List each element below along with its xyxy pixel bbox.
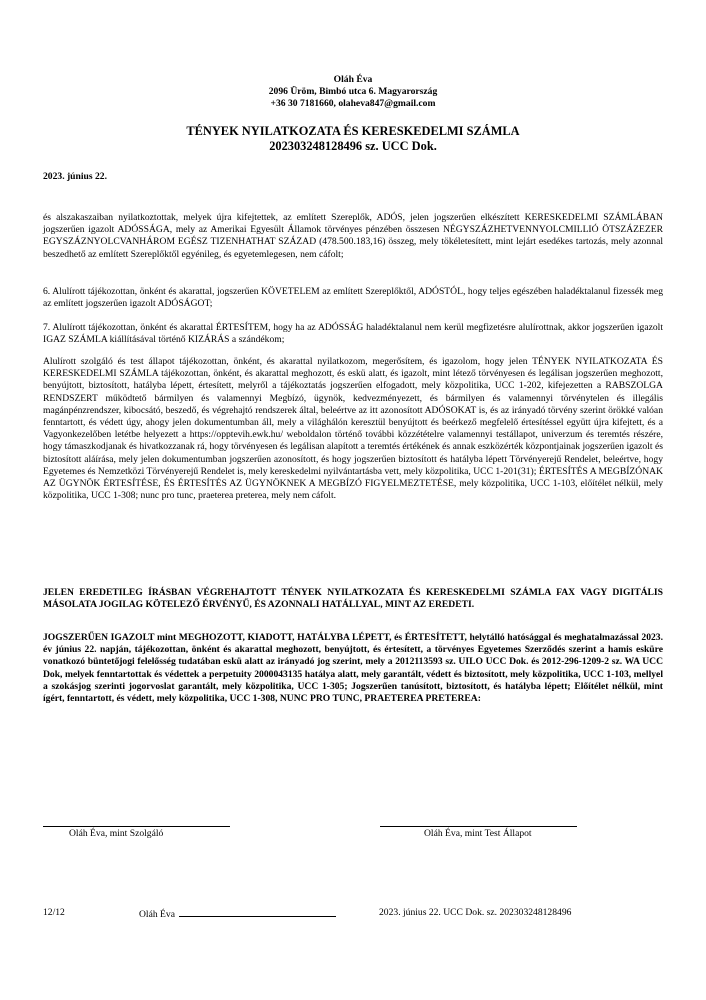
sender-address: 2096 Üröm, Bimbó utca 6. Magyarország [268, 86, 438, 97]
paragraph-certification: JOGSZERŰEN IGAZOLT mint MEGHOZOTT, KIADOTT, HATÁLYBA LÉPETT, és ÉRTESÍTETT, helytálló hatósággal és meghatalmazással 2023. év június 22. napján, tájékozottan, önként és akarattal meghozott, benyújtott, és értesített, a törvényes Egyetemes Szerződés szerint a hamis esküre vonatkozó büntetőjogi felelősség tudatában eskü alatt az irányadó jog szerint, mely a 2012113593 sz. UILO UCC Dok. és 2012-296-1209-2 sz. WA UCC Dok, melyek fenntartottak és védettek a perpetuity 2000043135 hatálya alatt, mely garantált, védett és biztosított, mely közpolitika, UCC 1-103, mellyel a szokásjog szerinti jogorvoslat garantált, mely közpolitika, UCC 1-305; Jogszerűen tanúsított, biztosított, és hatályba lépett; Előítélet nélkül, mint ígért, fenntartott, és védett, mely közpolitika, UCC 1-308, NUNC PRO TUNC, PRAETEREA PRETEREA: [43, 632, 663, 705]
paragraph-notice: 7. Alulírott tájékozottan, önként és akarattal ÉRTESÍTEM, hogy ha az ADÓSSÁG haladéktalanul nem kerül megfizetésre alulírottnak, akkor jogszerűen igazolt IGAZ SZÁMLA kiállításával történő KIZÁRÁS a szándékom; [43, 322, 663, 346]
sender-name: Oláh Éva [333, 74, 373, 85]
signature-line-right [380, 826, 577, 827]
footer-name: Oláh Éva [139, 909, 175, 920]
paragraph-copy-validity: JELEN EREDETILEG ÍRÁSBAN VÉGREHAJTOTT TÉNYEK NYILATKOZATA ÉS KERESKEDELMI SZÁMLA FAX VAGY DIGITÁLIS MÁSOLATA JOGILAG KÖTELEZŐ ÉRVÉNYŰ, ÉS AZONNALI HATÁLLYAL, MINT AZ EREDETI. [43, 587, 663, 611]
document-date: 2023. június 22. [43, 171, 107, 182]
paragraph-demand: 6. Alulírott tájékozottan, önként és akarattal, jogszerűen KÖVETELEM az említett Szereplőktől, ADÓSTÓL, hogy teljes egészében haladéktalanul fizessék meg az említett jogszerűen igazolt ADÓSÁGOT; [43, 286, 663, 310]
footer-document-reference: 2023. június 22. UCC Dok. sz. 202303248128496 [379, 907, 572, 918]
page-number: 12/12 [43, 907, 65, 918]
footer-signature-line [179, 907, 336, 917]
sender-contact: +36 30 7181660, olaheva847@gmail.com [270, 98, 436, 109]
signature-line-left [43, 826, 230, 827]
signature-label-right: Oláh Éva, mint Test Állapot [424, 828, 532, 839]
document-title: TÉNYEK NYILATKOZATA ÉS KERESKEDELMI SZÁMLA [186, 124, 520, 138]
signature-label-left: Oláh Éva, mint Szolgáló [69, 828, 164, 839]
footer-name-field [139, 907, 336, 921]
paragraph-declaration: Alulírott szolgáló és test állapot tájékozottan, önként, és akarattal nyilatkozom, megerősítem, és igazolom, hogy jelen TÉNYEK NYILATKOZATA ÉS KERESKEDELMI SZÁMLA tájékozottan, önként, és akarattal meghozott, és eskü alatt, és igazolt, mint létező törvényesen és legálisan jogszerűen meghozott, benyújtott, biztosított, hatályba lépett, értesített, melyről a tájékoztatás jogszerűen elfogadott, mely közpolitika, UCC 1-202, kifejezetten a RABSZOLGA RENDSZERT működtető bármilyen és valamennyi Megbízó, ügynök, kedvezményezett, és bármilyen és valamennyi törvénytelen és illegális magánpénzrendszer, kibocsátó, beszedő, és végrehajtó rendszerek által, beleértve az itt azonosított ADÓSOKAT is, és az irányadó törvény szerint örökké valóan fenntartott, és védett úgy, ahogy jelen dokumentumban áll, mely a világhálón keresztül benyújtott és beérkező megfelelő értesítéssel együtt újra kifejtett, és a Vagyonkezelőben letétbe helyezett a https://opptevih.ewk.hu/ weboldalon történő további közzétételre valamennyi testállapot, univerzum és teremtés részére, hogy támaszkodjanak és hivatkozzanak rá, hogy törvényesen és legálisan alapított a teremtés értékének és annak eszközérték központjainak jogszerűen igazolt és biztosított aláírása, mely jelen dokumentumban jogszerűen azonosított, és hogy jogszerűen biztosított és hatályba lépett Törvényerejű Rendelet, beleértve, hogy Egyetemes és Nemzetközi Törvényerejű Rendelet is, mely kereskedelmi nyilvántartásba vett, mely közpolitika, UCC 1-201(31); ÉRTESÍTÉS A MEGBÍZÓNAK AZ ÜGYNÖK ÉRTESÍTÉSE, ÉS ÉRTESÍTÉS AZ ÜGYNÖKNEK A MEGBÍZÓ FIGYELMEZTETÉSE, mely közpolitika, UCC 1-103, előítélet nélkül, mely közpolitika, UCC 1-308; nunc pro tunc, praeterea preterea, mely nem cáfolt. [43, 356, 663, 502]
paragraph-debt-statement: és alszakaszaiban nyilatkoztottak, melyek újra kifejtettek, az említett Szereplők, ADÓS, jelen jogszerűen elkészített KERESKEDELMI SZÁMLÁBAN jogszerűen igazolt ADÓSSÁGA, mely az Amerikai Egyesült Államok törvényes pénzében összesen NÉGYSZÁZHETVENNYOLCMILLIÓ ÖTSZÁZEZER EGYSZÁZNYOLCVANHÁROM EGÉSZ TIZENHATHAT SZÁZAD (478.500.183,16) összeg, mely tökéletesített, mint lejárt esedékes tartozás, mely azonnal beszedhető az említett Szereplőktől egyénileg, és egyetemlegesen, nem cáfolt; [43, 212, 663, 260]
document-subtitle: 202303248128496 sz. UCC Dok. [269, 139, 437, 153]
